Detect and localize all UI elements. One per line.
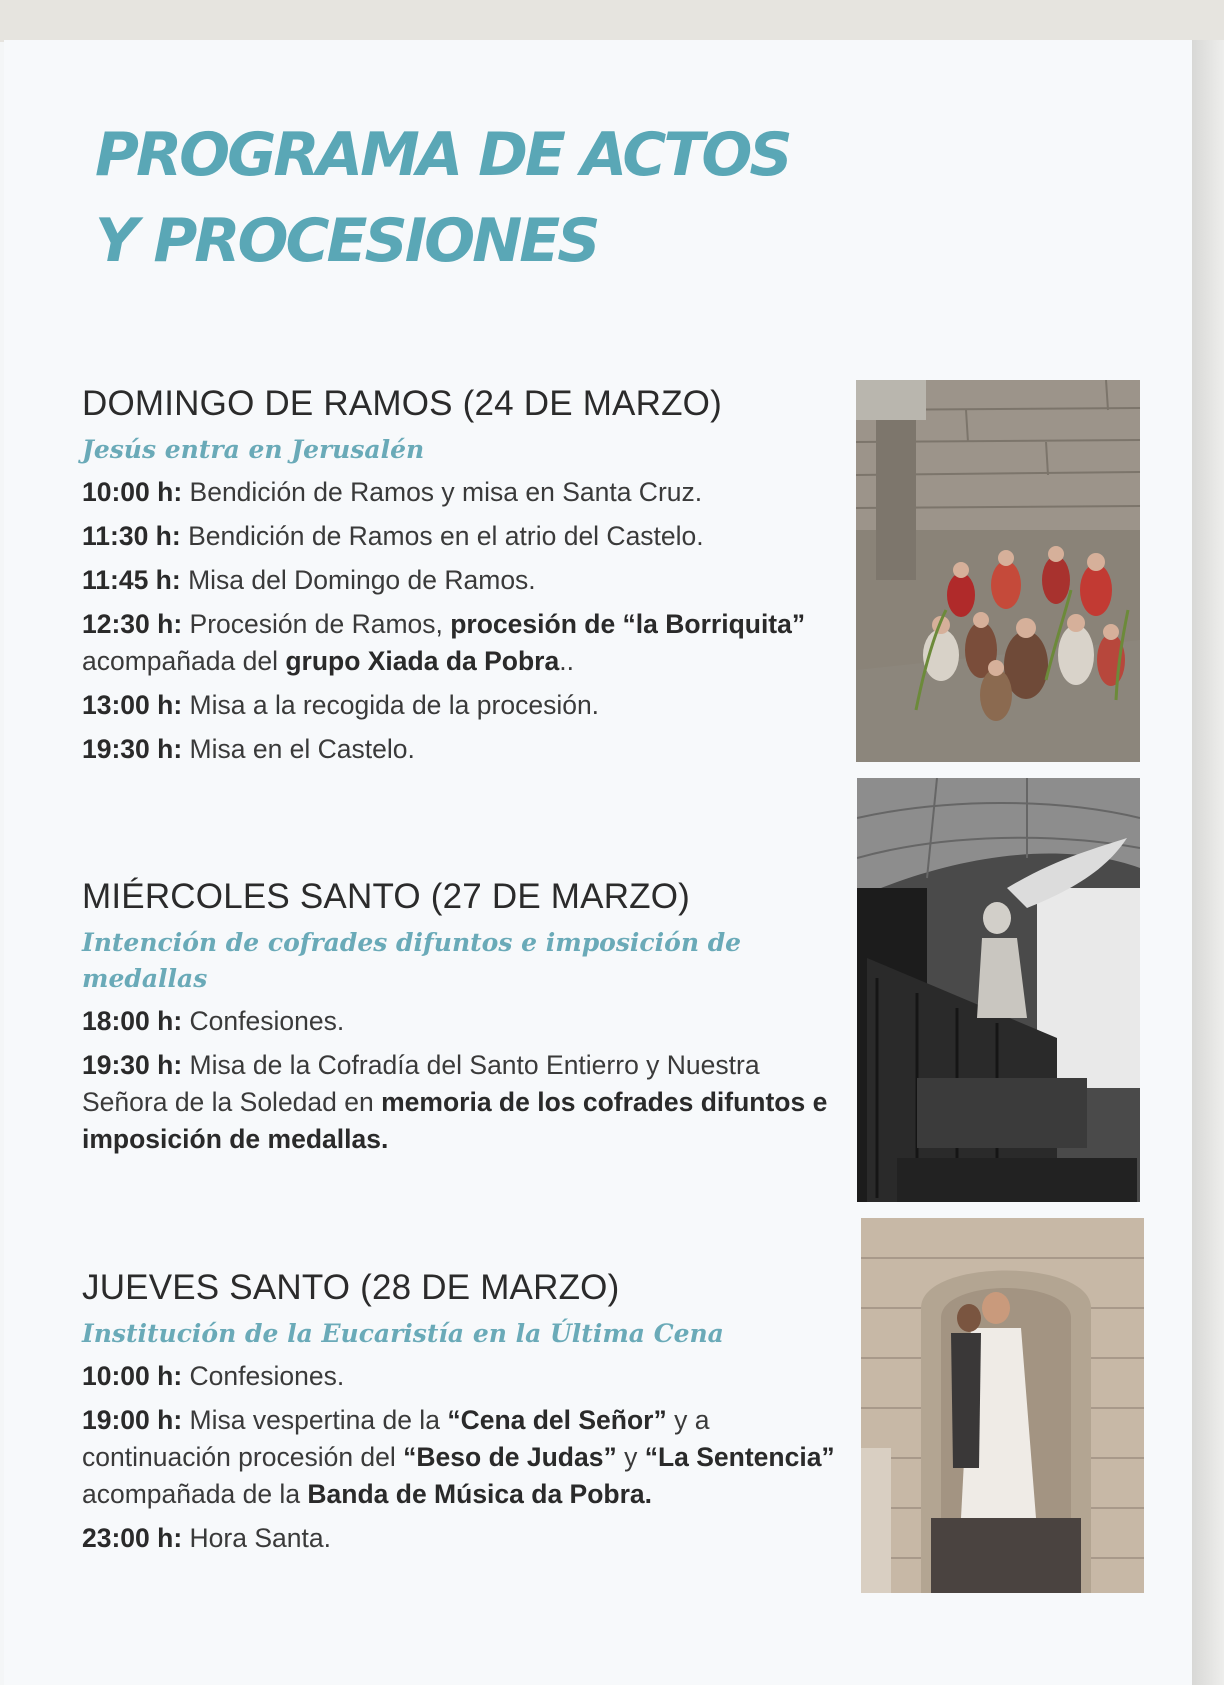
scan-top-band xyxy=(0,0,1224,42)
schedule-item xyxy=(82,1047,852,1158)
schedule-highlight: “Cena del Señor” xyxy=(447,1405,667,1435)
schedule-time: 12:30 h: xyxy=(82,609,183,639)
schedule-description: Misa a la recogida de la procesión. xyxy=(189,690,600,720)
section-heading: JUEVES SANTO (28 DE MARZO) xyxy=(82,1268,620,1307)
schedule-item xyxy=(82,1358,852,1395)
photo-beso-de-judas-statue xyxy=(861,1218,1144,1593)
schedule-description: y xyxy=(616,1442,645,1472)
schedule-time: 10:00 h: xyxy=(82,1361,183,1391)
schedule-description: .. xyxy=(559,646,574,676)
schedule-time: 23:00 h: xyxy=(82,1523,183,1553)
schedule-highlight: memoria de los cofrades difuntos e imposición de medallas. xyxy=(82,1087,828,1154)
schedule-highlight: procesión de “la Borriquita” xyxy=(450,609,806,639)
section-heading: DOMINGO DE RAMOS (24 DE MARZO) xyxy=(82,384,722,423)
schedule-description: Misa del Domingo de Ramos. xyxy=(188,565,536,595)
page-edge-shadow xyxy=(1192,40,1224,1685)
schedule-item xyxy=(82,562,852,599)
schedule-item xyxy=(82,474,852,511)
schedule-highlight: Banda de Música da Pobra. xyxy=(307,1479,653,1509)
schedule-item xyxy=(82,1402,852,1513)
schedule-description: Misa de la Cofradía del Santo Entierro y Nuestra Señora de la Soledad en xyxy=(82,1050,760,1117)
schedule-list xyxy=(82,1358,852,1557)
schedule-highlight: grupo Xiada da Pobra xyxy=(285,646,560,676)
schedule-item xyxy=(82,731,852,768)
schedule-time: 19:00 h: xyxy=(82,1405,183,1435)
schedule-description: Bendición de Ramos en el atrio del Castelo. xyxy=(188,521,704,551)
schedule-time: 11:45 h: xyxy=(82,565,181,595)
schedule-description: Hora Santa. xyxy=(189,1523,331,1553)
schedule-time: 10:00 h: xyxy=(82,477,183,507)
schedule-highlight: “Beso de Judas” xyxy=(403,1442,617,1472)
schedule-description: Procesión de Ramos, xyxy=(189,609,451,639)
title-line-1: PROGRAMA DE ACTOS xyxy=(95,120,790,190)
section-subtitle: Jesús entra en Jerusalén xyxy=(82,435,425,464)
schedule-item xyxy=(82,687,852,724)
schedule-description: Confesiones. xyxy=(189,1361,345,1391)
section-subtitle: Intención de cofrades difuntos e imposición de medallas xyxy=(82,928,742,993)
section-subtitle: Institución de la Eucaristía en la Última Cena xyxy=(82,1319,724,1348)
schedule-description: acompañada de la xyxy=(82,1479,308,1509)
schedule-description: Bendición de Ramos y misa en Santa Cruz. xyxy=(189,477,703,507)
schedule-time: 13:00 h: xyxy=(82,690,183,720)
schedule-time: 19:30 h: xyxy=(82,1050,183,1080)
page-title xyxy=(95,112,915,284)
title-line-2: Y PROCESIONES xyxy=(95,206,598,276)
schedule-description: Misa vespertina de la xyxy=(189,1405,448,1435)
schedule-description: acompañada del xyxy=(82,646,286,676)
schedule-highlight: “La Sentencia” xyxy=(644,1442,835,1472)
schedule-item xyxy=(82,1520,852,1557)
schedule-item xyxy=(82,606,852,680)
schedule-list xyxy=(82,474,852,768)
schedule-time: 11:30 h: xyxy=(82,521,181,551)
schedule-time: 19:30 h: xyxy=(82,734,183,764)
schedule-description: Misa en el Castelo. xyxy=(189,734,415,764)
section-miercoles-santo xyxy=(82,875,852,1165)
section-heading: MIÉRCOLES SANTO (27 DE MARZO) xyxy=(82,877,691,916)
photo-angel-sculpture xyxy=(857,778,1140,1202)
schedule-item xyxy=(82,1003,852,1040)
schedule-description: y a continuación procesión del xyxy=(82,1405,710,1472)
section-domingo-de-ramos xyxy=(82,382,852,775)
section-jueves-santo xyxy=(82,1266,852,1564)
schedule-time: 18:00 h: xyxy=(82,1006,183,1036)
photo-procession-group xyxy=(856,380,1140,762)
schedule-list xyxy=(82,1003,852,1158)
schedule-item xyxy=(82,518,852,555)
schedule-description: Confesiones. xyxy=(189,1006,345,1036)
